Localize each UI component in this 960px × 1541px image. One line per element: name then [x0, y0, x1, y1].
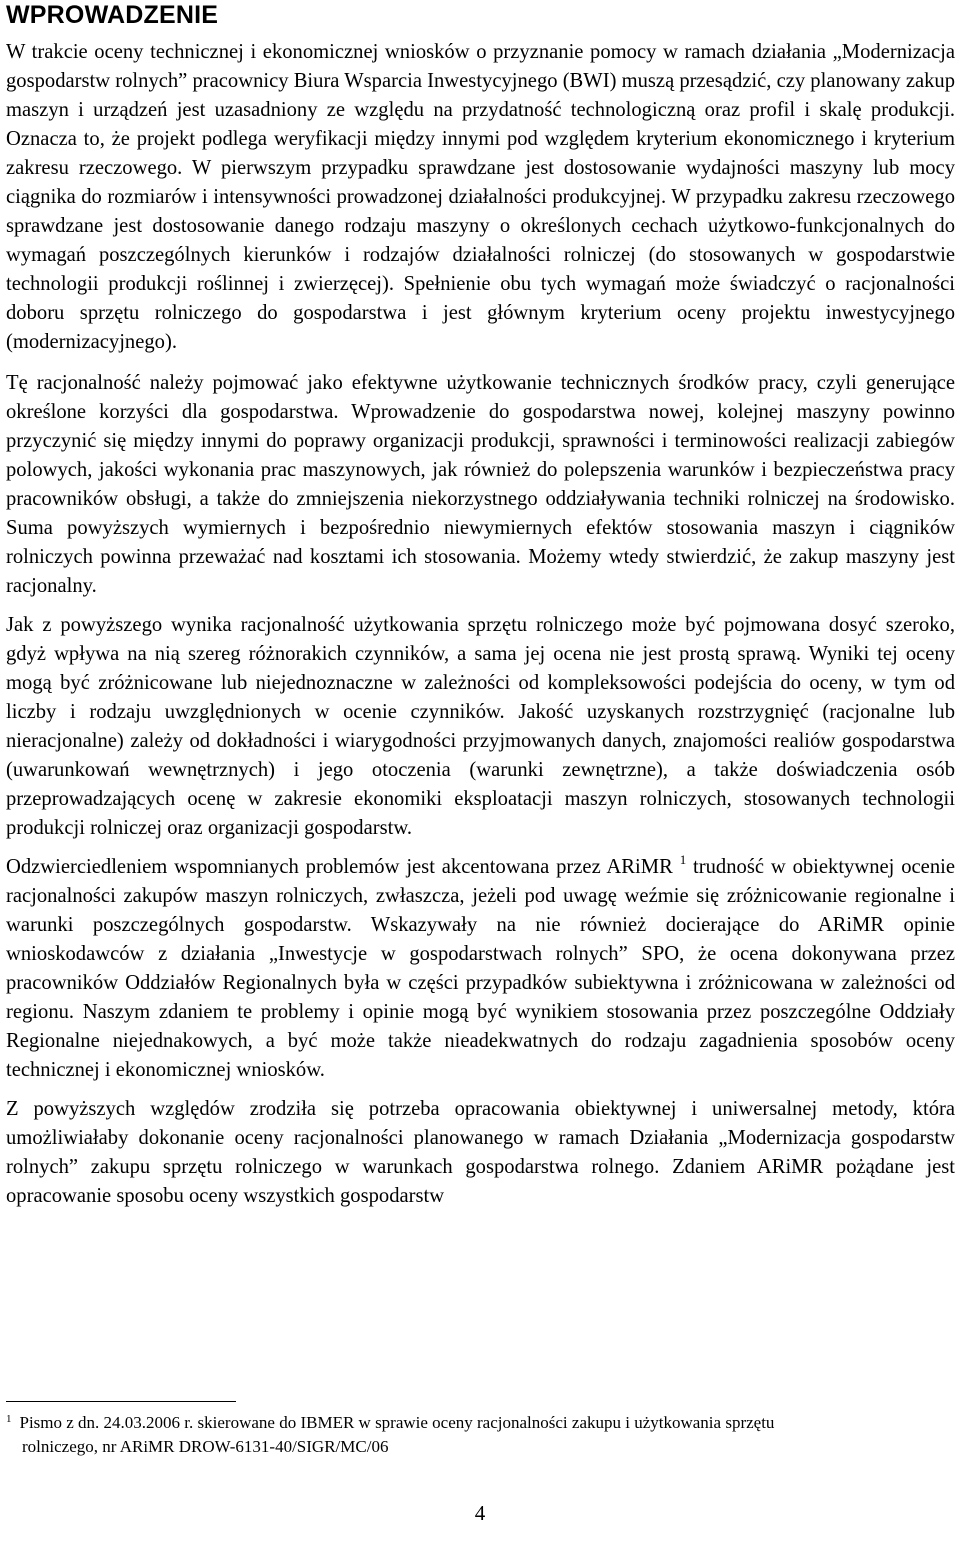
footnote-line-1: Pismo z dn. 24.03.2006 r. skierowane do IBMER w sprawie oceny racjonalności zakupu i użytkowania sprzętu	[19, 1413, 775, 1432]
paragraph-4-start: Odzwierciedleniem wspomnianych problemów jest akcentowana przez ARiMR	[6, 856, 673, 878]
footnote-reference[interactable]: 1	[679, 852, 687, 868]
footnote	[6, 1412, 955, 1457]
footnote-line-2: rolniczego, nr ARiMR DROW-6131-40/SIGR/MC/06	[22, 1437, 389, 1456]
section-heading: WPROWADZENIE	[6, 1, 219, 29]
body-text	[6, 38, 955, 1221]
paragraph-4-rest: trudność w obiektywnej ocenie racjonalności zakupów maszyn rolniczych, zwłaszcza, jeżeli pod uwagę weźmie się zróżnicowanie regionalne i warunki poszczególnych gospodarstw. Wskazywały na nie również docierające do ARiMR opinie wnioskodawców z działania „Inwestycje w gospodarstwach rolnych” SPO, że ocena dokonywana przez pracowników Oddziałów Regionalnych była w części przypadków subiektywna i zróżnicowana w zależności od regionu. Naszym zdaniem te problemy i opinie mogą być wynikiem stosowania przez poszczególne Oddziały Regionalne niejednakowych, a być może także nieadekwatnych do rodzaju zagadnienia sposobów oceny technicznej i ekonomicznej wniosków.	[6, 856, 955, 1081]
footnote-separator	[6, 1401, 236, 1402]
paragraph-5: Z powyższych względów zrodziła się potrzeba opracowania obiektywnej i uniwersalnej metody, która umożliwiałaby dokonanie oceny racjonalności planowanego w ramach Działania „Modernizacja gospodarstw rolnych” zakupu sprzętu rolniczego w warunkach gospodarstwa rolnego. Zdaniem ARiMR pożądane jest opracowanie sposobu oceny wszystkich gospodarstw	[6, 1098, 955, 1207]
paragraph-3: Jak z powyższego wynika racjonalność użytkowania sprzętu rolniczego może być pojmowana dosyć szeroko, gdyż wpływa na nią szereg różnorakich czynników, a sama jej ocena nie jest prostą sprawą. Wyniki tej oceny mogą być zróżnicowane lub niejednoznaczne w zależności od kompleksowości podejścia do oceny, w tym od liczby i rodzaju uwzględnionych w ocenie czynników. Jakość uzyskanych rozstrzygnięć (racjonalne lub nieracjonalne) zależy od dokładności i wiarygodności przyjmowanych danych, znajomości realiów gospodarstwa (uwarunkowań wewnętrznych) i jego otoczenia (warunki zewnętrzne), a także doświadczenia osób przeprowadzających ocenę w zakresie ekonomiki eksploatacji maszyn rolniczych, stosowanych technologii produkcji rolniczej oraz organizacji gospodarstw.	[6, 614, 955, 839]
paragraph-2: Tę racjonalność należy pojmować jako efektywne użytkowanie technicznych środków pracy, czyli generujące określone korzyści dla gospodarstwa. Wprowadzenie do gospodarstwa nowej, kolejnej maszyny powinno przyczynić się między innymi do poprawy organizacji produkcji, sprawności i terminowości realizacji zabiegów polowych, jakości wykonania prac maszynowych, jak również do polepszenia warunków i bezpieczeństwa pracy pracowników obsługi, a także do zmniejszenia niekorzystnego oddziaływania techniki rolniczej na środowisko. Suma powyższych wymiernych i bezpośrednio niewymiernych efektów stosowania maszyn i ciągników rolniczych powinna przeważać nad kosztami ich stosowania. Możemy wtedy stwierdzić, że zakup maszyny jest racjonalny.	[6, 372, 955, 597]
footnote-mark: 1	[6, 1413, 12, 1425]
paragraph-4	[6, 853, 955, 1085]
paragraph-1: W trakcie oceny technicznej i ekonomicznej wniosków o przyznanie pomocy w ramach działania „Modernizacja gospodarstw rolnych” pracownicy Biura Wsparcia Inwestycyjnego (BWI) muszą przesądzić, czy planowany zakup maszyn i urządzeń jest uzasadniony ze względu na przydatność technologiczną oraz profil i skalę produkcji. Oznacza to, że projekt podlega weryfikacji między innymi pod względem kryterium ekonomicznego i kryterium zakresu rzeczowego. W pierwszym przypadku sprawdzane jest dostosowanie wydajności maszyny lub mocy ciągnika do rozmiarów i intensywności prowadzonej działalności produkcyjnej. W przypadku zakresu rzeczowego sprawdzane jest dostosowanie danego rodzaju maszyny o określonych cechach użytkowo-funkcjonalnych do wymagań poszczególnych kierunków i rodzajów działalności rolniczej (do stosowanych w gospodarstwie technologii produkcji roślinnej i zwierzęcej). Spełnienie obu tych wymagań może świadczyć o racjonalności doboru sprzętu rolniczego do gospodarstwa i jest głównym kryterium oceny projektu inwestycyjnego (modernizacyjnego).	[6, 41, 955, 353]
page-number: 4	[474, 1501, 486, 1525]
